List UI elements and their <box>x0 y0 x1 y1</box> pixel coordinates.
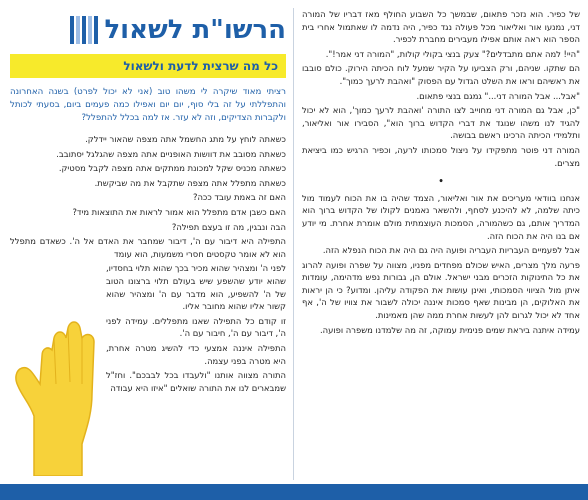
story-column <box>302 8 580 480</box>
qa-column <box>10 8 286 480</box>
praying-hand-illustration <box>12 298 104 476</box>
story-paragraph: "היי! למה אתם מתבדלים?" צעק בנצי בקולי קולות, "המורה דני אמר!". <box>325 48 580 59</box>
answer-paragraph: האם זה באמת עובד ככה? <box>193 192 286 203</box>
section-separator: • <box>438 176 444 187</box>
section-subtitle: כל מה שרצית לדעת ולשאול <box>10 54 286 78</box>
title-stripes-decoration <box>70 16 98 44</box>
answer-paragraph: כשאתה מסובב את דוושות האופניים אתה מצפה שהגלגל יסתובב. <box>56 148 286 159</box>
answer-paragraph: לפני ה' ומצהיר שהוא מכיר בכך שהוא תלוי בחסדיו, שהוא יודע שהשפע שיש בעולם תלוי ברצונו הטוב של ה' להשפיע, הוא מדבר עם ה' ומצהיר שהוא קשור אליו שהוא מחובר אליו. <box>106 263 286 312</box>
story-paragraph: הם שתקו. שניהם, ורק הצביעו על הקיר שמעל לוח הכיתה הירוק. כולם סובבו את ראשיהם וראו את השלט הגדול עם הפסוק "ואהבת לרעך כמוך". <box>302 63 580 86</box>
column-divider <box>293 8 294 480</box>
story-paragraph: המורה דני פוטר מתפקידו על ניצול סמכותו לרעה, וכפיר הרגיש כמו ביציאת מצרים. <box>302 144 580 168</box>
commentary-paragraph: אבל לפעמיים העבריות העבריה ופועה היה גם היה את הכוח הנפלא הזה. <box>322 245 580 256</box>
section-title: הרשו"ת לשאול <box>104 15 286 45</box>
answer-paragraph: התפילה היא דיבור עם ה', דיבור שמחבר את האדם אל ה'. כשאדם מתפלל הוא לא אומר טקסטים חסרי משמעות, הוא עומד <box>10 236 286 259</box>
answer-paragraph: התפילה איננה אמצעי כדי להשיג מטרה אחרת, היא מטרה בפני עצמה. <box>106 342 286 366</box>
story-paragraph: של כפיר. הוא נזכר פתאום, שבמשך כל השבוע החולף מאז דבריו של המורה דני, נמנעו אור ואליאור מכל פעולה נגד כפיר, היה נדמה לו שאתמול אחרי בית הספר הוא ראה אותם אפילו מעבירים מחברת לכפיר. <box>302 9 580 45</box>
answer-paragraph: התורה מצווה אותנו "ולעבדו בכל לבבכם". וחז"ל שמבארים לנו את התורה שואלים "איזו היא עבודה <box>106 370 286 393</box>
answer-paragraph: האם כשבן אדם מתפלל הוא אמור לראות את התוצאות מיד? <box>72 206 286 217</box>
reader-question: רציתי מאוד שיקרה לי משהו טוב (אני לא יכול לפרט) בשנה האחרונה והתפללתי על זה בלי סוף, יום יום ואפילו כמה פעמים ביום, בסעתי לכותל ולקברות הצדיקים, וזה לא עזר. אז למה בכלל להתפלל? <box>10 87 286 123</box>
commentary-paragraph: עמידה איתנה ביראת שמים פנימית עמוקה, זה מה שלמדנו משפרה ופועה. <box>319 324 580 335</box>
answer-paragraph: הבה ונבגין, מה זו בעצם תפילה? <box>171 221 286 232</box>
answer-paragraph: זו קודם כל התפילה שאנו מתפללים. עמידה לפני ה', דיבור עם ה', חיבור עם ה'. <box>106 315 286 339</box>
answer-paragraph: כשאתה לוחץ על מתג החשמל אתה מצפה שהאור יידלק. <box>85 134 286 144</box>
answer-paragraph: כשאתה מכניס שקל למכונת ממתקים אתה מצפה לקבל מסטיק. <box>58 163 286 174</box>
section-header <box>10 8 286 52</box>
bottom-color-bar <box>0 484 588 500</box>
commentary-paragraph: פרעה מלך מצרים, האיש שכולם מפחדים מפניו, מצווה על שפרה ופועה להרוג את כל התינוקות הזכרים מבני ישראל. אולם הן, גבורות נפש מדהימה, עומדות איתן מול הציווי הסמכותי, ואינן עושות את הפקודה עליהן. ומדוע? כי הן יראות את האלוקים, הן מבינות שאף סמכות איננה יכולה לשבור את צוויו של ה', אף אחד לא יכול לגרום להן לעשות אחרת ממה שהן מאמינות. <box>302 259 580 321</box>
commentary-paragraph: אנחנו בוודאי מעריכים את אור ואליאור, הצמד שהיה בו את הכוח לעמוד מול כיתה שלמה, לא להיכנע לסחף, ולהשאר נאמנים לקולו של הקדוש ברוך הוא המדריך אותם, גם כשהמורה, הסמכות העוצמתית מולם אומרת אחרת. מי יודע אם בנו היה את הכוח הזה. <box>302 192 580 241</box>
answer-paragraph: כשאתה מתפלל אתה מצפה שתקבל את מה שביקשת. <box>94 177 286 188</box>
story-paragraph: "אבל... אבל המורה דני..." גמגם בנצי פתאום. <box>416 90 580 101</box>
story-paragraph: "כן, אבל גם המורה דני מחוייב לצו התורה 'ואהבת לרעך כמוך', הוא לא יכול להגיד לנו משהו שנוגד את דברי הקדוש ברוך הוא", הסבירו אור ואליאור, ותלמידי הכיתה הרכינו ראשם בבושה. <box>302 105 580 141</box>
